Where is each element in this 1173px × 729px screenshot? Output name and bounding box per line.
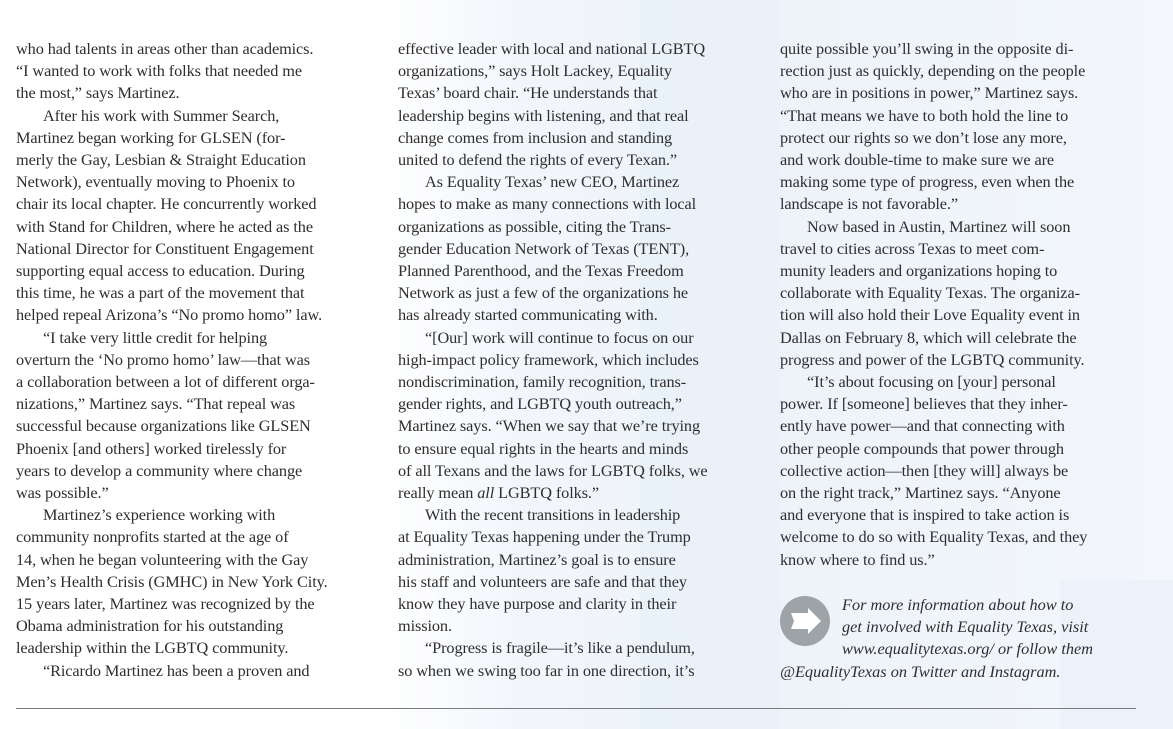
article-text: ently have power—and that connecting with — [780, 416, 1065, 436]
article-line — [16, 171, 376, 193]
article-line — [16, 504, 376, 526]
article-line — [398, 593, 760, 615]
article-text: “I wanted to work with folks that needed me — [16, 61, 302, 81]
article-text: other people compounds that power through — [780, 438, 1064, 458]
article-line — [780, 504, 1140, 526]
article-text: Texas’ board chair. “He understands that — [398, 83, 658, 103]
article-line — [780, 260, 1140, 282]
article-text: 15 years later, Martinez was recognized by the — [16, 594, 315, 614]
article-line — [398, 304, 760, 326]
more-info-callout — [780, 594, 1140, 683]
article-column-3 — [780, 38, 1140, 571]
article-line — [398, 371, 760, 393]
article-text: years to develop a community where change — [16, 460, 303, 480]
article-line — [398, 149, 760, 171]
article-line — [16, 415, 376, 437]
article-line — [780, 371, 1140, 393]
article-line — [398, 571, 760, 593]
article-line — [398, 549, 760, 571]
article-line — [16, 82, 376, 104]
article-text: leadership within the LGBTQ community. — [16, 638, 289, 658]
article-line — [780, 282, 1140, 304]
article-line — [16, 193, 376, 215]
article-text: supporting equal access to education. During — [16, 261, 305, 281]
article-text: to ensure equal rights in the hearts and minds — [398, 438, 689, 458]
article-text: merly the Gay, Lesbian & Straight Education — [16, 150, 306, 170]
article-text: With the recent transitions in leadership — [425, 505, 681, 525]
article-text: a collaboration between a lot of different orga- — [16, 372, 315, 392]
article-text: quite possible you’ll swing in the opposite di- — [780, 39, 1074, 58]
article-line — [16, 304, 376, 326]
article-line — [780, 171, 1140, 193]
article-line — [780, 415, 1140, 437]
article-line — [398, 393, 760, 415]
article-text: welcome to do so with Equality Texas, and they — [780, 527, 1088, 547]
article-text: and work double-time to make sure we are — [780, 150, 1055, 170]
article-line — [16, 282, 376, 304]
article-text: munity leaders and organizations hoping to — [780, 261, 1058, 281]
article-text: “[Our] work will continue to focus on our — [425, 327, 694, 347]
page-divider-rule — [16, 708, 1136, 709]
article-line — [780, 82, 1140, 104]
article-line — [16, 260, 376, 282]
article-text: Phoenix [and others] worked tirelessly for — [16, 438, 287, 458]
article-line — [398, 327, 760, 349]
article-line — [398, 460, 760, 482]
article-line — [398, 482, 760, 504]
article-line — [780, 60, 1140, 82]
article-text: mission. — [398, 616, 452, 636]
article-line — [398, 82, 760, 104]
article-line — [780, 393, 1140, 415]
article-text: united to defend the rights of every Texan.” — [398, 150, 677, 170]
article-text: effective leader with local and national LGBTQ — [398, 39, 706, 58]
article-line — [398, 615, 760, 637]
article-line — [16, 371, 376, 393]
article-text: know they have purpose and clarity in their — [398, 594, 677, 614]
article-text: has already started communicating with. — [398, 305, 658, 325]
article-line — [398, 526, 760, 548]
article-line — [398, 415, 760, 437]
article-text: hopes to make as many connections with local — [398, 194, 697, 214]
article-text: Network as just a few of the organizations he — [398, 283, 688, 303]
article-text: As Equality Texas’ new CEO, Martinez — [425, 172, 680, 192]
article-line — [780, 216, 1140, 238]
article-text: tion will also hold their Love Equality event in — [780, 305, 1080, 325]
article-text: collective action—then [they will] always be — [780, 460, 1069, 480]
article-text: high-impact policy framework, which includes — [398, 349, 699, 369]
article-text: administration, Martinez’s goal is to ensure — [398, 549, 676, 569]
article-line — [16, 482, 376, 504]
article-line — [16, 149, 376, 171]
article-text: protect our rights so we don’t lose any more, — [780, 127, 1067, 147]
article-column-2 — [398, 38, 760, 682]
article-line — [780, 127, 1140, 149]
article-text: leadership begins with listening, and that real — [398, 105, 689, 125]
article-line — [780, 238, 1140, 260]
article-line — [16, 549, 376, 571]
article-line — [398, 171, 760, 193]
article-text: chair its local chapter. He concurrently worked — [16, 194, 317, 214]
article-text: nizations,” Martinez says. “That repeal was — [16, 394, 296, 414]
article-text: gender rights, and LGBTQ youth outreach,” — [398, 394, 682, 414]
article-text: Dallas on February 8, which will celebrate the — [780, 327, 1077, 347]
article-emphasis: all — [477, 483, 495, 503]
article-text: Martinez began working for GLSEN (for- — [16, 127, 286, 147]
article-line — [398, 438, 760, 460]
article-text: National Director for Constituent Engagement — [16, 238, 314, 258]
article-text: “Progress is fragile—it’s like a pendulum, — [425, 638, 695, 658]
article-text: successful because organizations like GLSEN — [16, 416, 311, 436]
article-text: After his work with Summer Search, — [43, 105, 280, 125]
article-text: “Ricardo Martinez has been a proven and — [43, 660, 310, 680]
article-text: Martinez says. “When we say that we’re trying — [398, 416, 701, 436]
article-text: of all Texans and the laws for LGBTQ folks, we — [398, 460, 708, 480]
article-line — [780, 438, 1140, 460]
article-text: really mean — [398, 483, 478, 503]
article-text: landscape is not favorable.” — [780, 194, 959, 214]
article-text: power. If [someone] believes that they inher- — [780, 394, 1068, 414]
article-text: at Equality Texas happening under the Trump — [398, 527, 691, 547]
article-line — [16, 349, 376, 371]
article-text: organizations,” says Holt Lackey, Equality — [398, 61, 672, 81]
article-text: Men’s Health Crisis (GMHC) in New York City. — [16, 571, 328, 591]
article-text: travel to cities across Texas to meet com- — [780, 238, 1045, 258]
article-text: “It’s about focusing on [your] personal — [807, 372, 1056, 392]
article-line — [780, 460, 1140, 482]
article-text: community nonprofits started at the age of — [16, 527, 289, 547]
article-text: the most,” says Martinez. — [16, 83, 180, 103]
article-line — [780, 193, 1140, 215]
article-line — [780, 304, 1140, 326]
article-text: his staff and volunteers are safe and that they — [398, 571, 687, 591]
article-line — [16, 238, 376, 260]
article-line — [398, 38, 760, 60]
article-line — [780, 38, 1140, 60]
article-line — [16, 327, 376, 349]
article-text: progress and power of the LGBTQ community. — [780, 349, 1085, 369]
article-text: overturn the ‘No promo homo’ law—that was — [16, 349, 311, 369]
article-text: “I take very little credit for helping — [43, 327, 268, 347]
callout-line: @EqualityTexas on Twitter and Instagram. — [780, 661, 1061, 681]
article-line — [398, 660, 760, 682]
article-text: “That means we have to both hold the line to — [780, 105, 1069, 125]
callout-line: For more information about how to — [842, 595, 1074, 614]
article-line — [780, 526, 1140, 548]
article-text: nondiscrimination, family recognition, trans- — [398, 372, 687, 392]
article-line — [16, 460, 376, 482]
article-line — [398, 282, 760, 304]
article-line — [16, 127, 376, 149]
article-line — [780, 349, 1140, 371]
article-text: on the right track,” Martinez says. “Anyone — [780, 483, 1061, 503]
article-line — [398, 60, 760, 82]
article-text: so when we swing too far in one direction, it’s — [398, 660, 695, 680]
article-text: change comes from inclusion and standing — [398, 127, 673, 147]
article-line — [16, 216, 376, 238]
article-line — [16, 105, 376, 127]
article-line — [780, 149, 1140, 171]
article-line — [16, 60, 376, 82]
article-line — [398, 637, 760, 659]
article-text: helped repeal Arizona’s “No promo homo” law. — [16, 305, 323, 325]
article-text: this time, he was a part of the movement that — [16, 283, 305, 303]
article-line — [16, 593, 376, 615]
article-text: and everyone that is inspired to take action is — [780, 505, 1070, 525]
article-line — [398, 349, 760, 371]
article-line — [398, 260, 760, 282]
article-text: Now based in Austin, Martinez will soon — [807, 216, 1071, 236]
callout-line: www.equalitytexas.org/ or follow them — [842, 639, 1093, 659]
article-text: LGBTQ folks.” — [494, 483, 600, 503]
article-line — [780, 549, 1140, 571]
article-text: Network), eventually moving to Phoenix to — [16, 172, 295, 192]
article-column-1 — [16, 38, 376, 682]
article-line — [398, 127, 760, 149]
article-text: who are in positions in power,” Martinez says. — [780, 83, 1079, 103]
article-line — [780, 327, 1140, 349]
article-line — [398, 193, 760, 215]
article-line — [780, 482, 1140, 504]
article-text: with Stand for Children, where he acted as the — [16, 216, 313, 236]
article-line — [16, 38, 376, 60]
article-line — [16, 660, 376, 682]
callout-line: get involved with Equality Texas, visit — [842, 617, 1089, 637]
article-line — [16, 438, 376, 460]
article-text: rection just as quickly, depending on the people — [780, 61, 1086, 81]
article-line — [16, 571, 376, 593]
article-line — [16, 615, 376, 637]
article-line — [16, 526, 376, 548]
article-line — [16, 637, 376, 659]
article-text: was possible.” — [16, 483, 109, 503]
article-text: 14, when he began volunteering with the Gay — [16, 549, 309, 569]
article-line — [398, 105, 760, 127]
article-line — [780, 105, 1140, 127]
article-text: know where to find us.” — [780, 549, 935, 569]
article-line — [398, 238, 760, 260]
article-text: collaborate with Equality Texas. The organiza- — [780, 283, 1080, 303]
article-text: Obama administration for his outstanding — [16, 616, 284, 636]
article-text: making some type of progress, even when the — [780, 172, 1075, 192]
article-text: Martinez’s experience working with — [43, 505, 276, 525]
article-text: gender Education Network of Texas (TENT), — [398, 238, 690, 258]
article-text: who had talents in areas other than academics. — [16, 39, 314, 58]
article-text: organizations as possible, citing the Trans- — [398, 216, 671, 236]
article-text: Planned Parenthood, and the Texas Freedom — [398, 261, 684, 281]
article-line — [398, 504, 760, 526]
article-line — [16, 393, 376, 415]
article-line — [398, 216, 760, 238]
